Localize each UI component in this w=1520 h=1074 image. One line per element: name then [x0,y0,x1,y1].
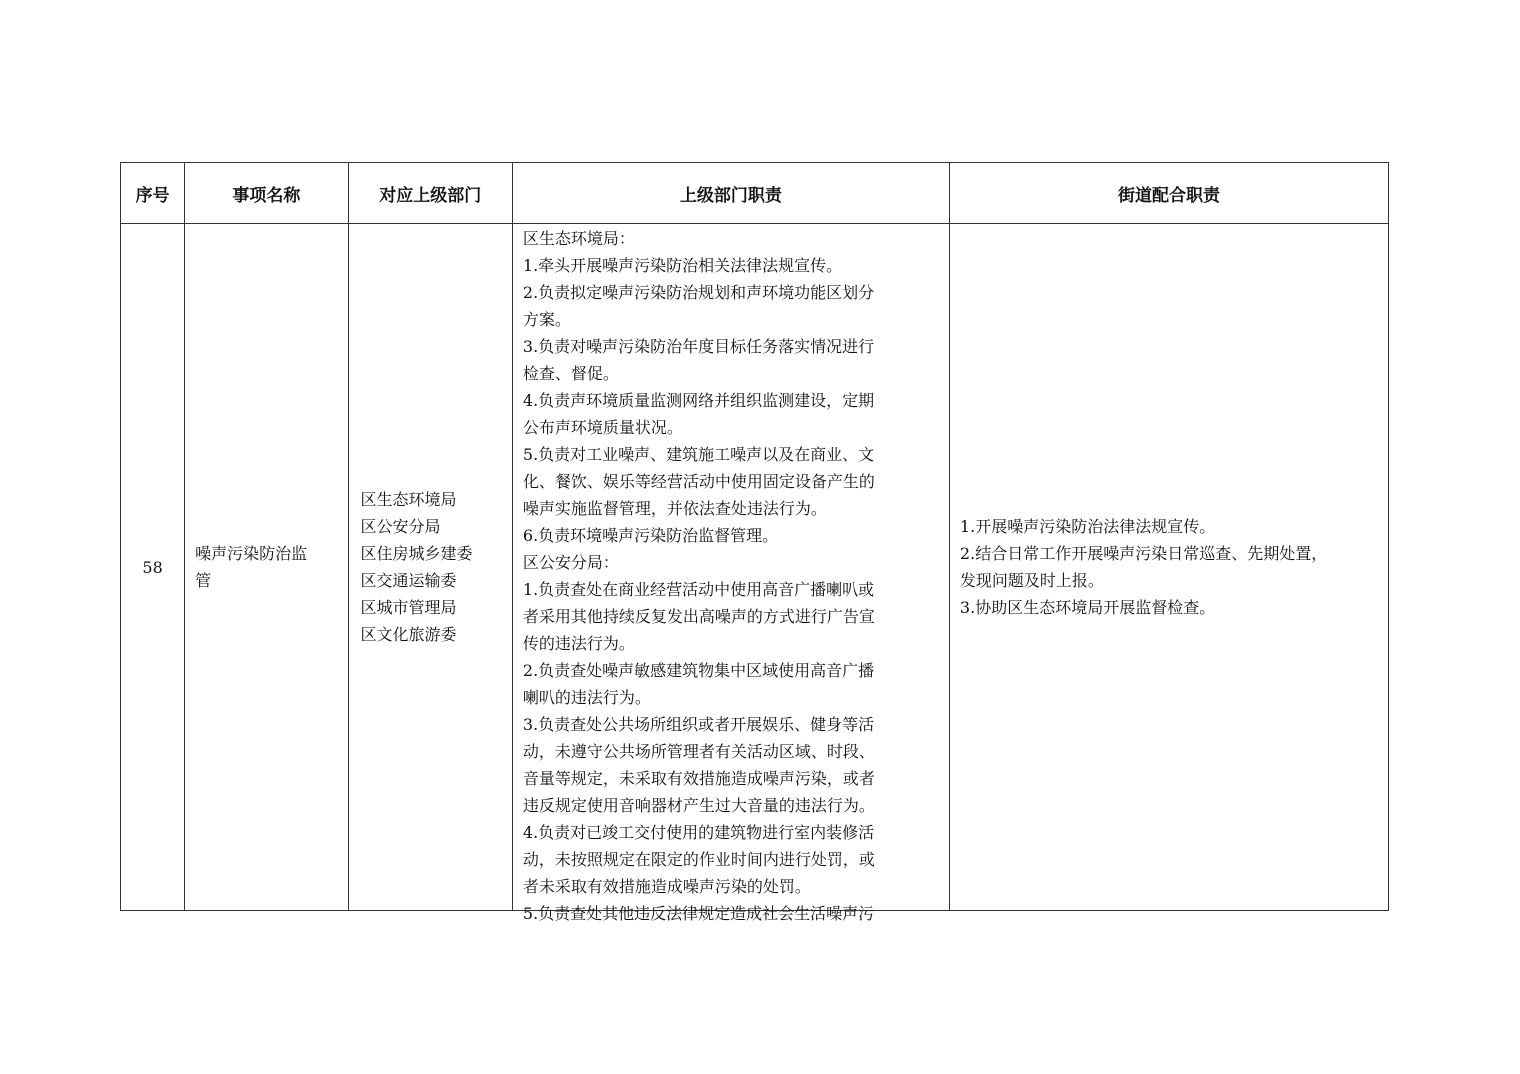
dept-responsibilities-cell [512,224,949,923]
table-header-row [121,163,1389,224]
department-item: 区交通运输委 [360,571,457,590]
table-row [121,224,1389,911]
department-item: 区城市管理局 [360,598,457,617]
responsibility-line: 3.负责查处公共场所组织或者开展娱乐、健身等活 [522,715,875,734]
item-name-cell [185,224,348,911]
responsibility-line: 5.负责查处其他违反法律规定造成社会生活噪声污 [522,904,875,923]
responsibility-line: 4.负责对已竣工交付使用的建筑物进行室内装修活 [522,823,875,842]
responsibility-line: 化、餐饮、娱乐等经营活动中使用固定设备产生的 [522,472,875,491]
responsibility-line: 音量等规定，未采取有效措施造成噪声污染，或者 [522,769,875,788]
responsibility-line: 违反规定使用音响器材产生过大音量的违法行为。 [522,796,875,815]
responsibility-line: 区生态环境局： [522,229,635,248]
row-number: 58 [121,224,185,911]
responsibility-line: 动，未按照规定在限定的作业时间内进行处罚，或 [522,850,875,869]
header-no: 序号 [121,163,185,224]
responsibility-line: 者采用其他持续反复发出高噪声的方式进行广告宣 [522,607,875,626]
street-responsibility-line: 2.结合日常工作开展噪声污染日常巡查、先期处置， [959,544,1328,563]
department-list [361,486,500,648]
responsibility-line: 传的违法行为。 [522,634,635,653]
responsibility-line: 公布声环境质量状况。 [522,418,683,437]
responsibility-line: 方案。 [522,310,571,329]
responsibility-line: 2.负责查处噪声敏感建筑物集中区域使用高音广播 [522,661,875,680]
street-responsibilities-text [960,513,1378,621]
responsibility-line: 3.负责对噪声污染防治年度目标任务落实情况进行 [522,337,875,356]
responsibility-line: 区公安分局： [522,553,619,572]
item-name-line: 噪声污染防治监 [195,544,308,563]
responsibility-line: 4.负责声环境质量监测网络并组织监测建设，定期 [522,391,875,410]
responsibility-line: 6.负责环境噪声污染防治监督管理。 [522,526,779,545]
responsibility-line: 5.负责对工业噪声、建筑施工噪声以及在商业、文 [522,445,875,464]
street-responsibility-line: 1.开展噪声污染防治法律法规宣传。 [959,517,1216,536]
responsibility-line: 动，未遵守公共场所管理者有关活动区域、时段、 [522,742,875,761]
dept-responsibilities-text [513,224,949,923]
street-responsibility-line: 发现问题及时上报。 [959,571,1104,590]
header-departments: 对应上级部门 [348,163,512,224]
responsibility-line: 1.负责查处在商业经营活动中使用高音广播喇叭或 [522,580,875,599]
street-responsibility-line: 3.协助区生态环境局开展监督检查。 [959,598,1216,617]
responsibility-line: 噪声实施监督管理，并依法查处违法行为。 [522,499,827,518]
department-item: 区公安分局 [360,517,441,536]
responsibility-line: 者未采取有效措施造成噪声污染的处罚。 [522,877,811,896]
header-dept-responsibilities: 上级部门职责 [512,163,949,224]
responsibility-line: 1.牵头开展噪声污染防治相关法律法规宣传。 [522,256,843,275]
responsibility-table [120,162,1389,923]
department-item: 区住房城乡建委 [360,544,473,563]
header-street-responsibilities: 街道配合职责 [949,163,1388,224]
departments-cell [348,224,512,911]
item-name-line: 管 [195,571,212,590]
item-name [195,540,337,594]
department-item: 区生态环境局 [360,490,457,509]
header-item-name: 事项名称 [185,163,348,224]
responsibility-line: 2.负责拟定噪声污染防治规划和声环境功能区划分 [522,283,875,302]
responsibility-line: 喇叭的违法行为。 [522,688,651,707]
responsibility-line: 检查、督促。 [522,364,619,383]
department-item: 区文化旅游委 [360,625,457,644]
street-responsibilities-cell [949,224,1388,911]
